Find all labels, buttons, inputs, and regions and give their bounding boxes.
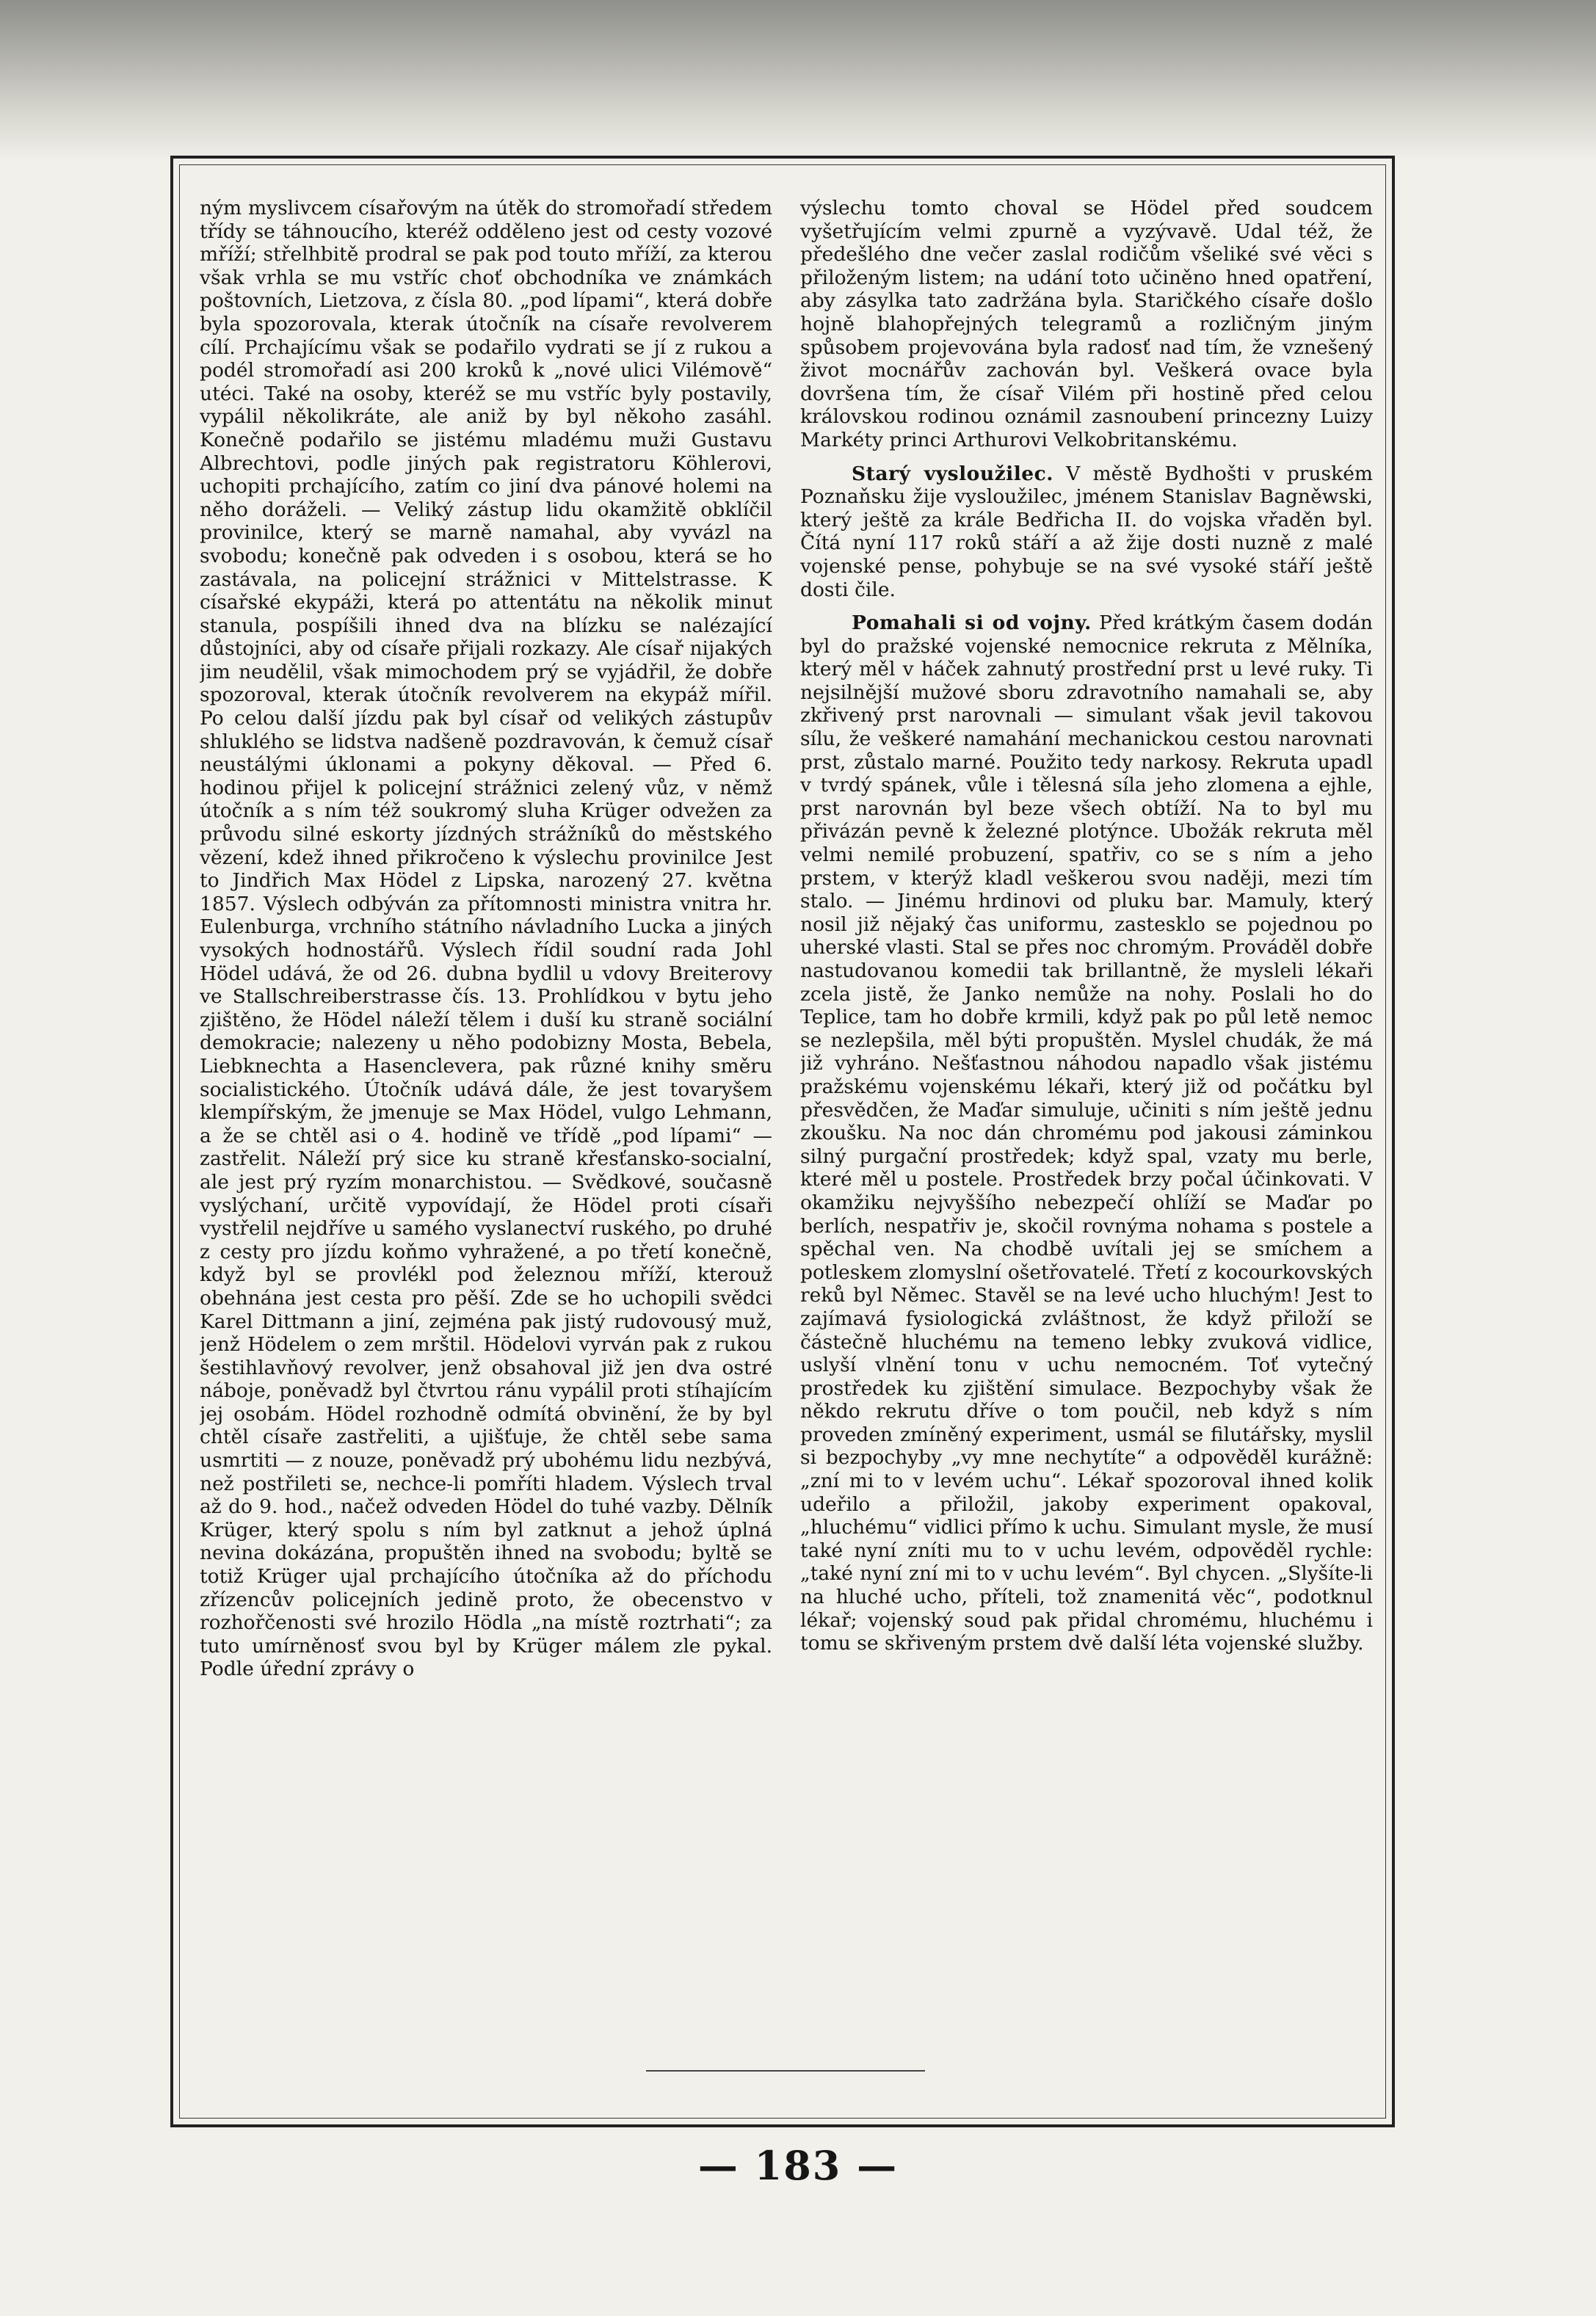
article-body: V městě Bydhošti v pruském Poznaňsku žije vysloužilec, jménem Stanislav Bagněwski, který ještě za krále Bedřicha II. do vojska vřaděn byl. Čítá nyní 117 roků stáří a až žije dosti nuzně z malé vojenské pense, pohybuje se na své vysoké stáří ještě dosti čile. (800, 462, 1373, 601)
article-headline: Starý vysloužilec. (852, 462, 1054, 485)
left-column (200, 197, 772, 2076)
bottom-separator-rule (646, 2070, 925, 2072)
article-pomahali-si-od-vojny (800, 611, 1373, 1655)
article-stary-vyslouzilec (800, 462, 1373, 602)
right-column (800, 197, 1373, 2076)
article-body: Před krátkým časem dodán byl do pražské vojenské nemocnice rekruta z Mělníka, který měl v háček zahnutý prostřední prst u levé ruky. Ti nejsilnější mužové sboru zdravotního namahali se, aby zkřivený prst narovnali — simulant však jevil takovou sílu, že veškeré namahání mechanickou cestou narovnati prst, zůstalo marné. Použito tedy narkosy. Rekruta upadl v tvrdý spánek, vůle i tělesná síla jeho zlomena a ejhle, prst narovnán byl beze všech obtíží. Na to byl mu přivázán pevně k železné plotýnce. Ubožák rekruta měl velmi nemilé probuzení, spatřiv, co se s ním a jeho prstem, v kterýž kladl veškerou svou naději, mezi tím stalo. — Jinému hrdinovi od pluku bar. Mamuly, který nosil již nějaký čas uniformu, zastesklo se pojednou po uherské vlasti. Stal se přes noc chromým. Prováděl dobře nastudovanou komedii tak brillantně, že mysleli lékaři zcela jistě, že Janko nemůže na nohy. Poslali ho do Teplice, tam ho dobře krmili, když pak po půl letě nemoc se nezlepšila, měl býti propuštěn. Myslel chudák, že má již vyhráno. Nešťastnou náhodou napadlo však jistému pražskému vojenskému lékaři, který již od počátku byl přesvědčen, že Maďar simuluje, učiniti s ním ještě jednu zkoušku. Na noc dán chromému pod jakousi záminkou silný purgační prostředek; když spal, vzaty mu berle, které měl u postele. Prostředek brzy počal účinkovati. V okamžiku nejvyššího nebezpečí ohlíží se Maďar po berlích, nespatřiv je, skočil rovnýma nohama s postele a spěchal ven. Na chodbě uvítali jej se smíchem a potleskem zlomyslní ošetřovatelé. Třetí z kocourkovských reků byl Němec. Stavěl se na levé ucho hluchým! Jest to zajímavá fysiologická zvláštnost, že když přiloží se částečně hluchému na temeno lebky zvuková vidlice, uslyší vlnění tonu v uchu nemocném. Toť vytečný prostředek ku zjištění simulace. Bezpochyby však že někdo rekrutu dříve o tom poučil, neb když s ním proveden zmíněný experiment, usmál se filutářsky, myslil si bezpochyby „vy mne nechytíte“ a odpověděl kurážně: „zní mi to v levém uchu“. Lékař spozoroval ihned kolik udeřilo a přiložil, jakoby experiment opakoval, „hluchému“ vidlici přímo k uchu. Simulant mysle, že musí také nyní zníti mu to v uchu levém, odpověděl rychle: „také nyní zní mi to v uchu levém“. Byl chycen. „Slyšíte-li na hluché ucho, příteli, tož znamenitá věc“, podotknul lékař; vojenský soud pak přidal chromému, hluchému i tomu se skřiveným prstem dvě další léta vojenské služby. (800, 611, 1373, 1655)
right-column-continuation: výslechu tomto choval se Hödel před soudcem vyšetřujícím velmi zpurně a vyzývavě. Udal též, že předešlého dne večer zaslal rodičům všeliké své věci s přiloženým listem; na udání toto učiněno hned opatření, aby zásylka tato zadržána byla. Staričkého císaře došlo hojně blahopřejných telegramů a rozličným jiným spůsobem projevována byla radosť nad tím, že vznešený život mocnářův zachován byl. Veškerá ovace byla dovršena tím, že císař Vilém při hostině před celou královskou rodinou oznámil zasnoubení princezny Luizy Markéty princi Arthurovi Velkobritanskému. (800, 197, 1373, 451)
left-column-text: ným myslivcem císařovým na útěk do stromořadí středem třídy se táhnoucího, kteréž odděleno jest od cesty vozové mříží; střelhbitě prodral se pak pod touto mříží, za kterou však vrhla se mu vstříc choť obchodníka ve známkách poštovních, Lietzova, z čísla 80. „pod lípami“, která dobře byla spozorovala, kterak útočník na císaře revolverem cílí. Prchajícímu však se podařilo vydrati se jí z rukou a podél stromořadí asi 200 kroků k „nové ulici Vilémově“ utéci. Také na osoby, kteréž se mu vstříc byly postavily, vypálil několikráte, ale aniž by byl někoho zasáhl. Konečně podařilo se jistému mladému muži Gustavu Albrechtovi, podle jiných pak registratoru Köhlerovi, uchopiti prchajícího, zatím co jiní dva pánové holemi na něho doráželi. — Veliký zástup lidu okamžitě obklíčil provinilce, který se marně namahal, aby vyvázl na svobodu; konečně pak odveden i s osobou, která se ho zastávala, na policejní strážnici v Mittelstrasse. K císařské ekypáži, která po attentátu na několik minut stanula, pospíšili ihned dva na blízku se nalézající důstojníci, aby od císaře přijali rozkazy. Ale císař nijakých jim neudělil, však mimochodem prý se vyjádřil, že dobře spozoroval, kterak útočník revolverem na ekypáž mířil. Po celou další jízdu pak byl císař od velikých zástupův shluklého se lidstva nadšeně pozdravován, k čemuž císař neustálými úklonami a pokyny děkoval. — Před 6. hodinou přijel k policejní strážnici zelený vůz, v němž útočník a s ním též soukromý sluha Krüger odvežen za průvodu silné eskorty jízdných strážníků do městského vězení, kdež ihned přikročeno k výslechu provinilce Jest to Jindřich Max Hödel z Lipska, narozený 27. května 1857. Výslech odbýván za přítomnosti ministra vnitra hr. Eulenburga, vrchního státního návladního Lucka a jiných vysokých hodnostářů. Výslech řídil soudní rada Johl Hödel udává, že od 26. dubna bydlil u vdovy Breiterovy ve Stallschreiberstrasse čís. 13. Prohlídkou v bytu jeho zjištěno, že Hödel náleží tělem i duší ku straně sociální demokracie; nalezeny u něho podobizny Mosta, Bebela, Liebknechta a Hasenclevera, pak různé knihy směru socialistického. Útočník udává dále, že jest tovaryšem klempířským, že jmenuje se Max Hödel, vulgo Lehmann, a že se chtěl asi o 4. hodině ve třídě „pod lípami“ — zastřelit. Náleží prý sice ku straně křesťansko-socialní, ale jest prý ryzím monarchistou. — Svědkové, současně vyslýchaní, určitě vypovídají, že Hödel proti císaři vystřelil nejdříve u samého vyslanectví ruského, po druhé z cesty pro jízdu koňmo vyhražené, a po třetí konečně, když byl se provlékl pod železnou mříží, kterouž obehnána jest cesta pro pěší. Zde se ho uchopili svědci Karel Dittmann a jiní, zejména pak jistý rudovousý muž, jenž Hödelem o zem mrštil. Hödelovi vyrván pak z rukou šestihlavňový revolver, jenž obsahoval již jen dva ostré náboje, poněvadž byl čtvrtou ránu vypálil proti stíhajícím jej osobám. Hödel rozhodně odmítá obvinění, že by byl chtěl císaře zastřeliti, a ujišťuje, že chtěl sebe sama usmrtiti — z nouze, poněvadž prý ubohému lidu nezbývá, než postřileti se, nechce-li pomříti hladem. Výslech trval až do 9. hod., načež odveden Hödel do tuhé vazby. Dělník Krüger, který spolu s ním byl zatknut a jehož úplná nevina dokázána, propuštěn ihned na svobodu; byltě se totiž Krüger ujal prchajícího útočníka až do příchodu zřízencův policejních jedině proto, že obecenstvo v rozhořčenosti své hrozilo Hödla „na místě roztrhati“; za tuto umírněnosť svou byl by Krüger málem zle pykal. Podle úřední zprávy o (200, 197, 772, 1681)
page-number: — 183 — (697, 2142, 899, 2189)
scan-top-edge (0, 0, 1596, 161)
article-headline: Pomahali si od vojny. (852, 611, 1092, 635)
